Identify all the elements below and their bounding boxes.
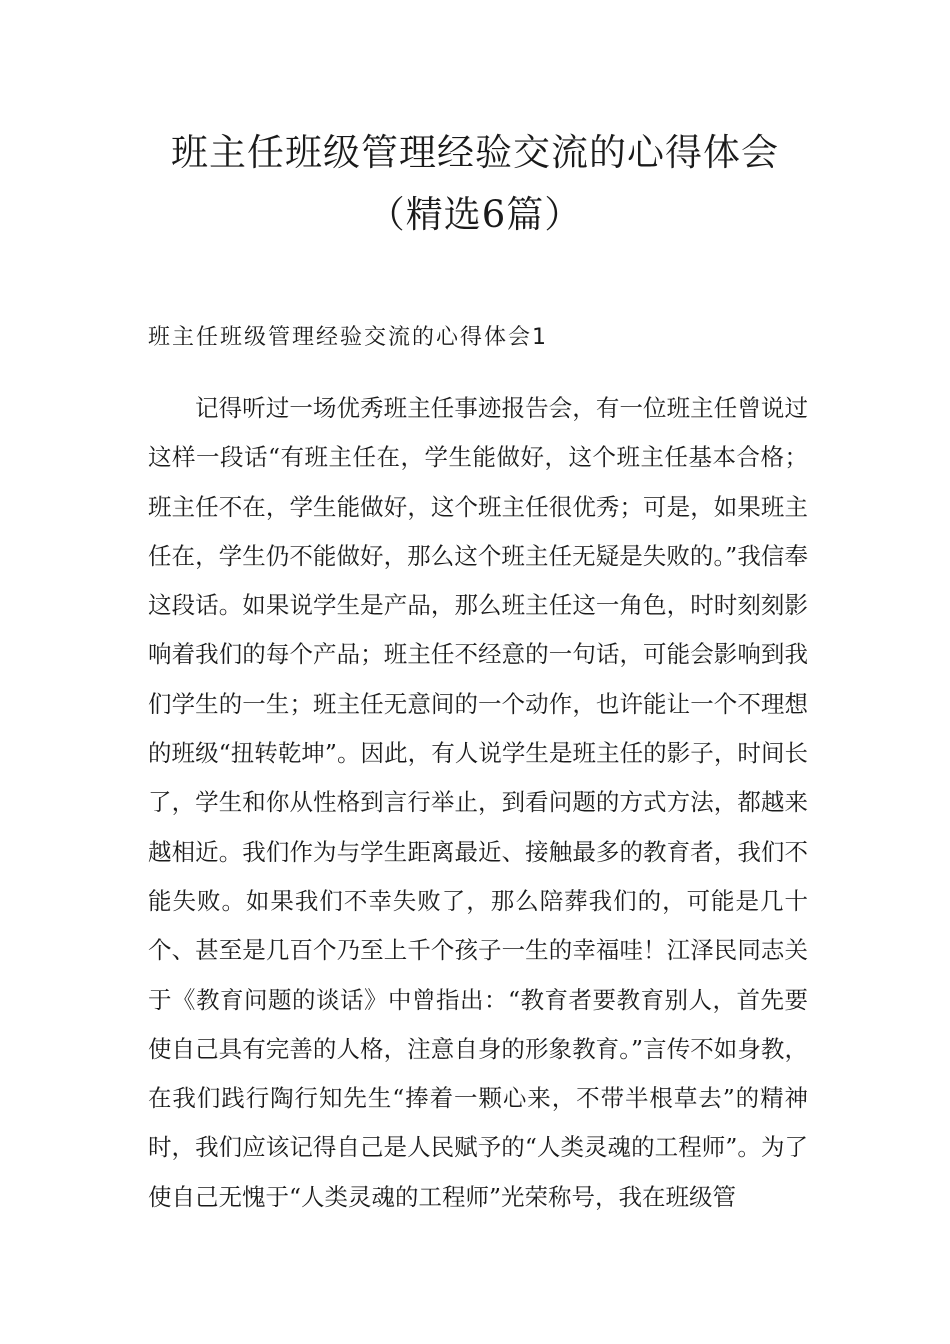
section-heading: 班主任班级管理经验交流的心得体会1 [148, 325, 548, 350]
body-paragraph: 记得听过一场优秀班主任事迹报告会，有一位班主任曾说过这样一段话“有班主任在，学生能做好，这个班主任基本合格；班主任不在，学生能做好，这个班主任很优秀；可是，如果班主任在，学生仍不能做好，那么这个班主任无疑是失败的。”我信奉这段话。如果说学生是产品，那么班主任这一角色，时时刻刻影响着我们的每个产品；班主任不经意的一句话，可能会影响到我们学生的一生；班主任无意间的一个动作，也许能让一个不理想的班级“扭转乾坤”。因此，有人说学生是班主任的影子，时间长了，学生和你从性格到言行举止，到看问题的方式方法，都越来越相近。我们作为与学生距离最近、接触最多的教育者，我们不能失败。如果我们不幸失败了，那么陪葬我们的，可能是几十个、甚至是几百个乃至上千个孩子一生的幸福哇！江泽民同志关于《教育问题的谈话》中曾指出：“教育者要教育别人，首先要使自己具有完善的人格，注意自身的形象教育。”言传不如身教，在我们践行陶行知先生“捧着一颗心来，不带半根草去”的精神时，我们应该记得自己是人民赋予的“人类灵魂的工程师”。为了使自己无愧于“人类灵魂的工程师”光荣称号，我在班级管 [148, 394, 808, 1211]
document-title: 班主任班级管理经验交流的心得体会（精选6篇） [171, 131, 779, 236]
